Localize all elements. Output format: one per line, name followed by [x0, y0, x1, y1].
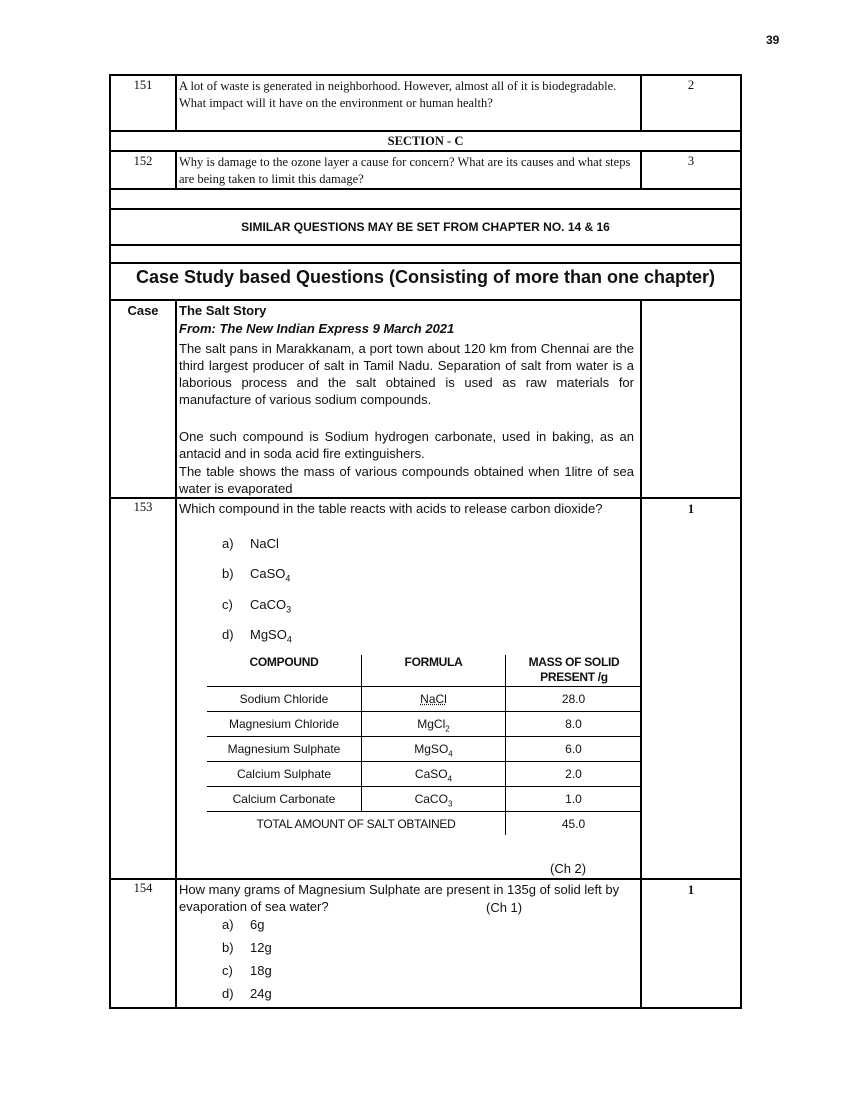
table-header-compound: COMPOUND: [249, 655, 319, 669]
option-text: 12g: [250, 940, 272, 955]
case-label: Case: [127, 303, 159, 318]
table-total-value: 45.0: [561, 817, 586, 831]
table-rule: [207, 686, 641, 687]
option-text: CaSO: [250, 566, 286, 581]
option-label: c): [222, 597, 233, 612]
table-cell-formula: [362, 692, 505, 706]
table-cell-compound: Sodium Chloride: [239, 692, 329, 706]
table-cell-formula: [362, 767, 505, 783]
chapter-ref: (Ch 1): [486, 900, 523, 915]
formula-text: CaCO: [414, 792, 448, 806]
formula-text: NaCl: [420, 692, 447, 706]
formula-text: CaSO: [414, 767, 448, 781]
option-text: CaCO: [250, 597, 287, 612]
option-text: NaCl: [250, 536, 279, 551]
table-cell-formula: [362, 792, 505, 808]
option-text: 18g: [250, 963, 272, 978]
option-label: d): [222, 627, 234, 642]
question-number: 154: [133, 881, 153, 895]
table-cell-compound: Magnesium Chloride: [228, 717, 340, 731]
option-c: [222, 963, 272, 978]
question-table: [109, 74, 742, 1009]
row-divider: [109, 497, 742, 499]
table-cell-mass: 2.0: [565, 767, 582, 781]
question-text: Why is damage to the ozone layer a cause for concern? What are its causes and what steps are being taken to limit this damage?: [179, 155, 631, 186]
table-cell-mass: 1.0: [565, 792, 582, 806]
formula-text: MgCl: [417, 717, 446, 731]
case-title: The Salt Story: [179, 303, 267, 318]
table-cell-mass: 28.0: [561, 692, 586, 706]
subscript: 4: [448, 749, 453, 759]
row-divider: [109, 208, 742, 210]
option-d: [222, 986, 272, 1001]
section-heading: SECTION - C: [387, 134, 464, 148]
marks: 1: [687, 883, 695, 897]
subscript: 3: [447, 799, 453, 809]
table-cell-compound: Calcium Carbonate: [232, 792, 336, 806]
chapter-ref: (Ch 2): [550, 861, 587, 876]
table-header-formula: FORMULA: [404, 655, 463, 669]
option-b: [222, 940, 272, 955]
option-text: 24g: [250, 986, 272, 1001]
option-label: b): [222, 566, 234, 581]
table-rule: [207, 811, 641, 812]
col-divider: [175, 299, 177, 1009]
question-text: A lot of waste is generated in neighborhood. However, almost all of it is biodegradable. What impact will it have on the environment or human health?: [179, 79, 617, 110]
row-divider: [109, 244, 742, 246]
table-cell-compound: Calcium Sulphate: [236, 767, 332, 781]
table-rule: [207, 761, 641, 762]
case-paragraph: One such compound is Sodium hydrogen carbonate, used in baking, as an antacid and in soda acid fire extinguishers.: [179, 429, 634, 461]
row-divider: [109, 878, 742, 880]
option-label: a): [222, 917, 234, 932]
subscript: 4: [285, 573, 291, 584]
table-rule: [207, 786, 641, 787]
option-label: a): [222, 536, 234, 551]
option-a: [222, 536, 279, 551]
col-divider: [640, 299, 642, 1009]
question-text: Which compound in the table reacts with acids to release carbon dioxide?: [179, 501, 603, 516]
page-number: 39: [766, 33, 780, 47]
subscript: 4: [286, 634, 292, 645]
question-number: 152: [133, 154, 153, 168]
table-total-label: TOTAL AMOUNT OF SALT OBTAINED: [256, 817, 456, 831]
subscript: 4: [447, 774, 453, 784]
table-cell-formula: [362, 717, 505, 733]
table-cell-mass: 8.0: [565, 717, 582, 731]
option-label: c): [222, 963, 233, 978]
question-text: How many grams of Magnesium Sulphate are present in 135g of solid left by evaporation of sea water?: [179, 882, 620, 914]
similar-questions-note: SIMILAR QUESTIONS MAY BE SET FROM CHAPTER NO. 14 & 16: [241, 220, 610, 234]
option-text: MgSO: [250, 627, 287, 642]
marks: 1: [687, 502, 695, 516]
case-paragraph: The table shows the mass of various compounds obtained when 1litre of sea water is evaporated: [179, 464, 634, 496]
option-a: [222, 917, 264, 932]
option-label: b): [222, 940, 234, 955]
formula-text: MgSO: [414, 742, 449, 756]
table-cell-formula: [362, 742, 505, 758]
case-study-heading: Case Study based Questions (Consisting of more than one chapter): [135, 267, 716, 287]
question-number: 151: [133, 78, 153, 92]
option-c: [222, 597, 291, 615]
table-cell-compound: Magnesium Sulphate: [227, 742, 341, 756]
option-d: [222, 627, 292, 645]
option-b: [222, 566, 290, 584]
subscript: 2: [445, 724, 450, 734]
subscript: 3: [286, 604, 292, 615]
marks: 3: [687, 154, 695, 168]
table-rule: [361, 655, 362, 812]
question-number: 153: [133, 500, 153, 514]
option-label: d): [222, 986, 234, 1001]
row-divider: [109, 188, 742, 190]
table-cell-mass: 6.0: [565, 742, 582, 756]
row-divider: [109, 299, 742, 301]
option-text: 6g: [250, 917, 265, 932]
row-divider: [109, 262, 742, 264]
table-header-mass: MASS OF SOLID PRESENT /g: [528, 655, 620, 684]
row-divider: [109, 150, 742, 152]
marks: 2: [687, 78, 695, 92]
case-paragraph: The salt pans in Marakkanam, a port town about 120 km from Chennai are the third largest producer of salt in Tamil Nadu. Separation of salt from water is a laborious process and the salt obtained is used as raw materials for manufacture of various sodium compounds.: [179, 341, 634, 407]
table-rule: [207, 736, 641, 737]
row-divider: [109, 130, 742, 132]
case-source: From: The New Indian Express 9 March 2021: [179, 321, 455, 336]
table-rule: [207, 711, 641, 712]
